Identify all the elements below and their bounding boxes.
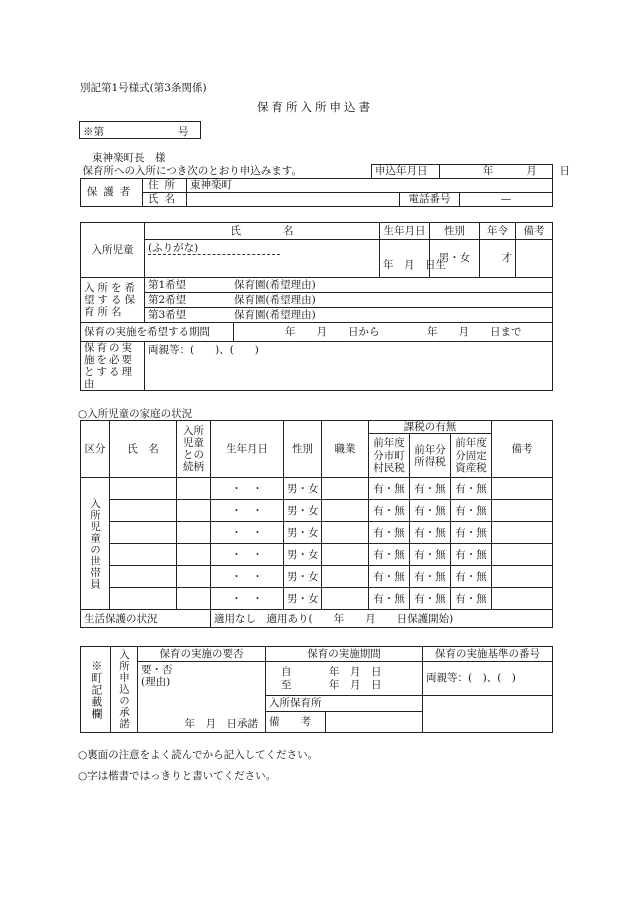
standard-header: 保育の実施基準の番号 <box>423 647 553 662</box>
preference-row-2[interactable] <box>145 293 553 308</box>
member-notes-field[interactable] <box>492 522 553 544</box>
addressee: 東神楽町長 様 <box>92 152 166 164</box>
intro-text: 保育所への入所につき次のとおり申込みます。 <box>82 165 302 178</box>
member-tax-property[interactable]: 有・無 <box>451 566 492 588</box>
family-member-row <box>81 566 553 588</box>
member-tax-resident[interactable]: 有・無 <box>369 478 410 500</box>
member-dob-field[interactable]: ・ ・ <box>211 500 284 522</box>
member-notes-field[interactable] <box>492 544 553 566</box>
reason-field[interactable]: 両親等：( )、( ) <box>145 342 553 391</box>
requirement-header: 保育の実施の要否 <box>138 647 266 662</box>
child-gender-field[interactable]: 男・女 <box>430 240 480 278</box>
footer-note-1: ○裏面の注意をよく読んでから記入してください。 <box>78 749 319 761</box>
reason-label: 保育の実施を必要とする理由 <box>81 342 145 391</box>
nursery-label: 入所保育所 <box>266 696 423 712</box>
member-tax-property[interactable]: 有・無 <box>451 522 492 544</box>
child-table <box>80 222 553 391</box>
member-tax-resident[interactable]: 有・無 <box>369 588 410 610</box>
member-tax-income[interactable]: 有・無 <box>410 500 451 522</box>
form-title: 保育所入所申込書 <box>257 100 373 114</box>
tax-property-header: 前年度分固定資産税 <box>451 434 492 478</box>
phone-label: 電話番号 <box>400 193 460 207</box>
office-notes-label: 備 考 <box>266 712 326 732</box>
preference-rank: 第3希望 <box>148 308 187 321</box>
member-name-field[interactable] <box>110 544 177 566</box>
office-blank-cell <box>423 696 553 733</box>
welfare-field[interactable]: 適用なし 適用あり( 年 月 日保護開始) <box>211 610 553 628</box>
member-dob-field[interactable]: ・ ・ <box>211 588 284 610</box>
member-tax-property[interactable]: 有・無 <box>451 500 492 522</box>
form-reference: 別記第1号様式(第3条関係) <box>80 82 207 94</box>
member-notes-field[interactable] <box>492 500 553 522</box>
child-notes-header: 備考 <box>516 223 553 240</box>
family-notes-header: 備考 <box>492 421 553 478</box>
child-age-field[interactable]: 才 <box>480 240 516 278</box>
period-field-office[interactable] <box>266 662 423 696</box>
application-date[interactable] <box>372 165 571 179</box>
member-dob-field[interactable]: ・ ・ <box>211 544 284 566</box>
child-gender-header: 性別 <box>430 223 480 240</box>
member-gender-field[interactable]: 男・女 <box>284 566 322 588</box>
date-label: 申込年月日 <box>372 165 440 177</box>
child-name-header: 氏 名 <box>145 223 380 240</box>
member-name-field[interactable] <box>110 588 177 610</box>
welfare-label: 生活保護の状況 <box>81 610 211 628</box>
member-tax-income[interactable]: 有・無 <box>410 588 451 610</box>
member-gender-field[interactable]: 男・女 <box>284 522 322 544</box>
family-gender-header: 性別 <box>284 421 322 478</box>
child-notes-field[interactable] <box>516 240 553 278</box>
member-relation-field[interactable] <box>177 588 211 610</box>
family-member-row <box>81 588 553 610</box>
preference-row-3[interactable] <box>145 308 553 323</box>
member-tax-income[interactable]: 有・無 <box>410 522 451 544</box>
office-notes-cell[interactable] <box>266 712 423 733</box>
date-day: 日 <box>559 165 571 178</box>
member-tax-resident[interactable]: 有・無 <box>369 566 410 588</box>
address-field[interactable]: 東神楽町 <box>187 179 553 193</box>
member-tax-resident[interactable]: 有・無 <box>369 544 410 566</box>
family-dob-header: 生年月日 <box>211 421 284 478</box>
child-age-header: 年令 <box>480 223 516 240</box>
consent-date: 年 月 日承諾 <box>184 718 258 731</box>
consent-label: 入所申込の承諾 <box>111 647 138 733</box>
preference-rank: 第1希望 <box>148 278 187 291</box>
member-name-field[interactable] <box>110 478 177 500</box>
period-from: 年 月 日から <box>285 325 380 338</box>
phone-field[interactable]: — <box>460 193 553 207</box>
member-gender-field[interactable]: 男・女 <box>284 588 322 610</box>
member-tax-property[interactable]: 有・無 <box>451 478 492 500</box>
member-job-field[interactable] <box>322 566 369 588</box>
family-tax-header: 課税の有無 <box>369 421 492 434</box>
date-year: 年 <box>482 165 494 178</box>
office-use-table <box>80 646 553 733</box>
requirement-value: 要・否 <box>141 664 173 676</box>
member-notes-field[interactable] <box>492 588 553 610</box>
period-label: 保育の実施を希望する期間 <box>81 323 234 342</box>
member-name-field[interactable] <box>110 522 177 544</box>
household-members-label: 入所児童の世帯員 <box>81 478 110 610</box>
member-tax-income[interactable]: 有・無 <box>410 566 451 588</box>
member-relation-field[interactable] <box>177 478 211 500</box>
family-member-row <box>81 522 553 544</box>
member-dob-field[interactable]: ・ ・ <box>211 522 284 544</box>
preference-text: 保育園(希望理由) <box>234 293 316 306</box>
member-job-field[interactable] <box>322 478 369 500</box>
member-tax-property[interactable]: 有・無 <box>451 588 492 610</box>
guardian-table <box>80 164 571 207</box>
office-use-label: ※町記載欄 <box>81 647 111 733</box>
furigana-label: (ふりがな) <box>148 242 280 255</box>
member-name-field[interactable] <box>110 500 177 522</box>
member-job-field[interactable] <box>322 522 369 544</box>
guardian-name-field[interactable] <box>187 193 400 207</box>
member-tax-property[interactable]: 有・無 <box>451 544 492 566</box>
member-job-field[interactable] <box>322 588 369 610</box>
child-dob-header: 生年月日 <box>380 223 430 240</box>
member-relation-field[interactable] <box>177 544 211 566</box>
child-name-field[interactable] <box>145 240 380 278</box>
application-number-box[interactable] <box>79 121 201 139</box>
member-tax-income[interactable]: 有・無 <box>410 478 451 500</box>
date-month: 月 <box>526 165 537 178</box>
from-label: 自 <box>281 666 292 679</box>
requirement-field[interactable] <box>138 662 266 733</box>
member-tax-resident[interactable]: 有・無 <box>369 500 410 522</box>
family-name-header: 氏 名 <box>110 421 177 478</box>
member-notes-field[interactable] <box>492 566 553 588</box>
from-date: 年 月 日 <box>329 666 382 679</box>
member-gender-field[interactable]: 男・女 <box>284 478 322 500</box>
member-notes-field[interactable] <box>492 478 553 500</box>
standard-field[interactable]: 両親等：( )、( ) <box>423 662 553 696</box>
member-relation-field[interactable] <box>177 566 211 588</box>
member-job-field[interactable] <box>322 500 369 522</box>
child-dob-field[interactable]: 年 月 日生 <box>380 240 430 278</box>
to-date: 年 月 日 <box>329 678 382 691</box>
address-label: 住所 <box>143 179 187 193</box>
member-job-field[interactable] <box>322 544 369 566</box>
family-heading: ○入所児童の家庭の状況 <box>78 408 193 420</box>
member-tax-resident[interactable]: 有・無 <box>369 522 410 544</box>
guardian-name-label: 氏名 <box>143 193 187 207</box>
child-label: 入所児童 <box>81 223 145 278</box>
member-dob-field[interactable]: ・ ・ <box>211 566 284 588</box>
member-relation-field[interactable] <box>177 500 211 522</box>
guardian-label: 保護者 <box>81 179 143 207</box>
family-member-row <box>81 544 553 566</box>
member-relation-field[interactable] <box>177 522 211 544</box>
family-member-row <box>81 478 553 500</box>
member-tax-income[interactable]: 有・無 <box>410 544 451 566</box>
to-label: 至 <box>281 678 292 691</box>
footer-note-2: ○字は楷書ではっきりと書いてください。 <box>78 770 277 782</box>
family-category-header: 区分 <box>81 421 110 478</box>
tax-resident-header: 前年度分市町村民税 <box>369 434 410 478</box>
family-table <box>80 420 553 628</box>
member-dob-field[interactable]: ・ ・ <box>211 478 284 500</box>
tax-income-header: 前年分所得税 <box>410 434 451 478</box>
period-header: 保育の実施期間 <box>266 647 423 662</box>
member-name-field[interactable] <box>110 566 177 588</box>
requirement-reason: (理由) <box>141 676 171 689</box>
preference-text: 保育園(希望理由) <box>234 278 316 291</box>
member-gender-field[interactable]: 男・女 <box>284 500 322 522</box>
family-job-header: 職業 <box>322 421 369 478</box>
preference-text: 保育園(希望理由) <box>234 308 316 321</box>
period-field[interactable] <box>234 323 553 342</box>
preference-row-1[interactable] <box>145 278 553 293</box>
preference-label: 入所を希望する保育所名 <box>81 278 145 323</box>
family-relation-header: 入所児童との続柄 <box>177 421 211 478</box>
number-suffix: 号 <box>178 126 189 138</box>
family-member-row <box>81 500 553 522</box>
period-to: 年 月 日まで <box>427 325 522 338</box>
number-prefix: ※第 <box>83 126 104 138</box>
member-gender-field[interactable]: 男・女 <box>284 544 322 566</box>
preference-rank: 第2希望 <box>148 293 187 306</box>
